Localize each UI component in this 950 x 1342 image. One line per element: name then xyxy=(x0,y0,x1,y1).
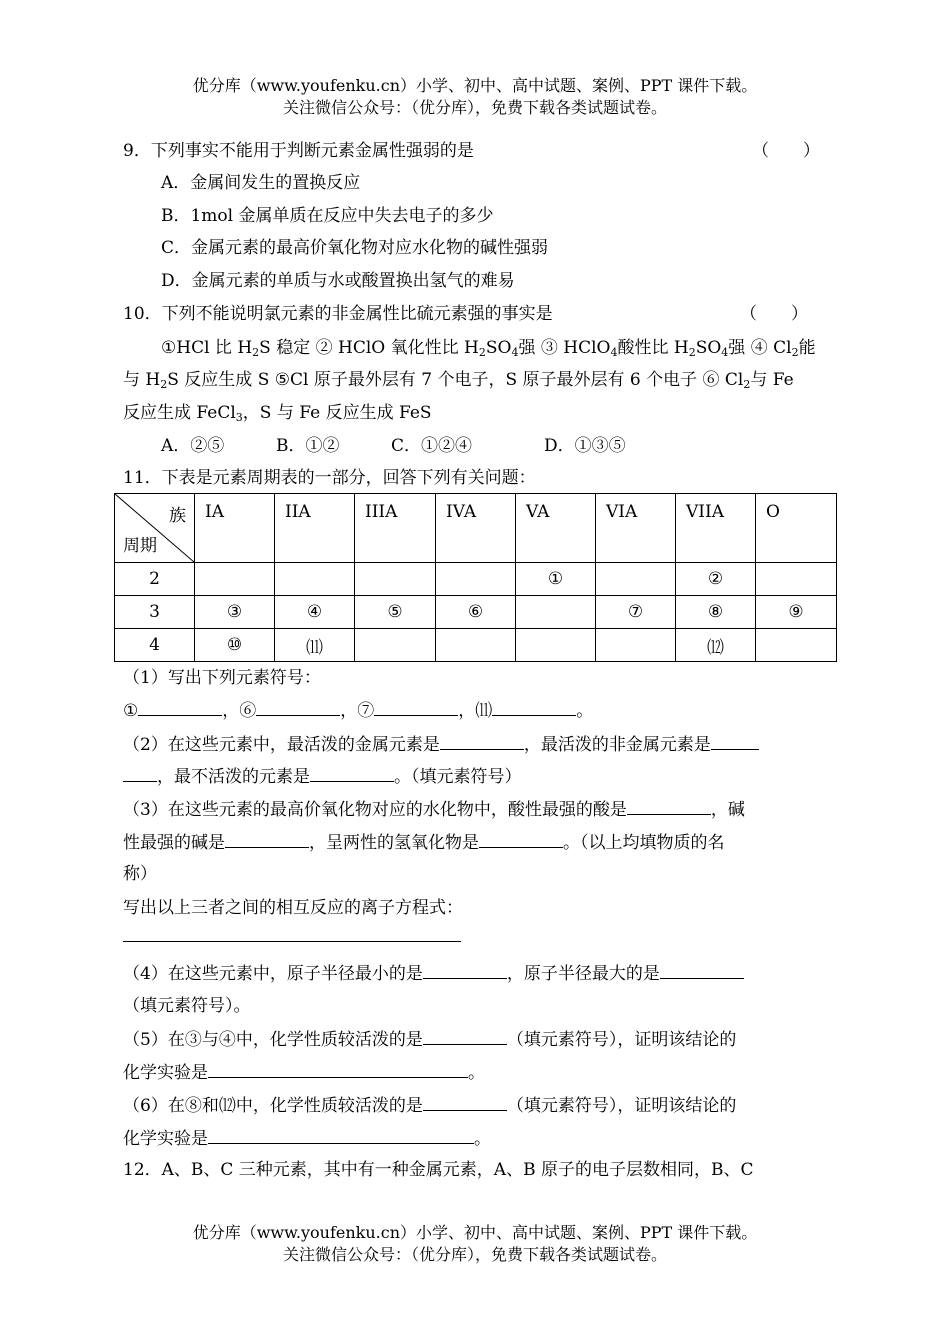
table-cell: ⑤ xyxy=(355,596,436,629)
table-cell xyxy=(436,629,516,662)
header-line-1: 优分库（www.youfenku.cn）小学、初中、高中试题、案例、PPT 课件下载。 xyxy=(192,76,758,95)
answer-blank[interactable] xyxy=(423,1094,507,1111)
q10-option-a: A．②⑤ xyxy=(161,436,225,456)
answer-blank[interactable] xyxy=(660,962,744,979)
group-header: IIIA xyxy=(355,494,436,563)
table-cell: ⑧ xyxy=(676,596,756,629)
q9-option-c: C．金属元素的最高价氧化物对应水化物的碱性强弱 xyxy=(161,238,549,258)
group-header: O xyxy=(756,494,837,563)
q11-part6-line2: 化学实验是 。 xyxy=(123,1129,491,1149)
group-header: IVA xyxy=(436,494,516,563)
group-header: VIA xyxy=(596,494,676,563)
answer-blank[interactable] xyxy=(423,1028,507,1045)
q11-equation-line xyxy=(123,925,461,948)
table-row-period-4 xyxy=(115,629,837,662)
group-header: IA xyxy=(195,494,275,563)
periodic-table xyxy=(114,493,837,662)
q11-part6-line1: （6）在⑧和⑿中，化学性质较活泼的是 （填元素符号），证明该结论的 xyxy=(123,1096,737,1116)
q11-part3-equation-prompt: 写出以上三者之间的相互反应的离子方程式： xyxy=(123,898,463,918)
table-cell: ⑥ xyxy=(436,596,516,629)
q10-facts-line-2: 与 $H_2S$ 反应生成 S ⑤Cl 原子最外层有 7 个电子，S 原子最外层有 6 个电子 ⑥ $Cl_2$与 Fe xyxy=(123,370,794,391)
q10-facts-line-1: ①HCl 比 $H_2S$ 稳定 ② HClO 氧化性比 $H_2SO_4$强 ③ HClO$_4$酸性比 $H_2SO_4$强 ④ $Cl_2$能 xyxy=(161,338,816,359)
footer-line-1: 优分库（www.youfenku.cn）小学、初中、高中试题、案例、PPT 课件下载。 xyxy=(192,1223,758,1242)
table-cell: ⑩ xyxy=(195,629,275,662)
q9-answer-paren: （ ） xyxy=(752,141,820,161)
table-cell xyxy=(355,629,436,662)
q11-part1-blanks: ① ，⑥ ，⑦ ，⑾ 。 xyxy=(123,701,594,721)
table-cell xyxy=(756,563,837,596)
footer-line-2: 关注微信公众号：（优分库），免费下载各类试题试卷。 xyxy=(282,1245,667,1264)
table-row-period-2 xyxy=(115,563,837,596)
q11-part5-line2: 化学实验是 。 xyxy=(123,1063,485,1083)
corner-group-label: 族 xyxy=(169,506,186,526)
period-label: 2 xyxy=(115,563,195,596)
q11-part3-line2: 性最强的碱是 ，呈两性的氢氧化物是 。（以上均填物质的名 xyxy=(123,833,725,853)
q11-part1-title: （1）写出下列元素符号： xyxy=(123,668,321,688)
q11-part3-line1: （3）在这些元素的最高价氧化物对应的水化物中，酸性最强的酸是 ，碱 xyxy=(123,800,745,820)
table-cell: ③ xyxy=(195,596,275,629)
answer-blank[interactable] xyxy=(225,831,309,848)
answer-blank[interactable] xyxy=(310,765,394,782)
answer-blank[interactable] xyxy=(711,733,759,750)
table-row-period-3 xyxy=(115,596,837,629)
table-cell xyxy=(355,563,436,596)
group-header: VA xyxy=(516,494,596,563)
q11-part4-line1: （4）在这些元素中，原子半径最小的是 ，原子半径最大的是 xyxy=(123,962,744,985)
q11-part5-line1: （5）在③与④中，化学性质较活泼的是 （填元素符号），证明该结论的 xyxy=(123,1030,737,1050)
q9-option-b: B．1mol 金属单质在反应中失去电子的多少 xyxy=(161,206,494,226)
period-label: 4 xyxy=(115,629,195,662)
answer-blank[interactable] xyxy=(374,699,458,716)
q10-option-b: B．①② xyxy=(276,436,340,456)
q10-facts-line-3: 反应生成 FeCl$_3$，S 与 Fe 反应生成 FeS xyxy=(123,403,432,424)
answer-blank[interactable] xyxy=(479,831,563,848)
q9-option-a: A．金属间发生的置换反应 xyxy=(161,173,361,193)
answer-blank[interactable] xyxy=(138,699,222,716)
table-cell: ⑾ xyxy=(275,629,355,662)
answer-blank[interactable] xyxy=(492,699,576,716)
table-cell xyxy=(195,563,275,596)
table-cell xyxy=(596,563,676,596)
q11-part3-line3: 称） xyxy=(123,864,157,884)
q12-stem: 12．A、B、C 三种元素，其中有一种金属元素，A、B 原子的电子层数相同，B、C xyxy=(123,1160,754,1180)
group-header: VIIA xyxy=(676,494,756,563)
table-cell: ① xyxy=(516,563,596,596)
answer-blank[interactable] xyxy=(440,733,524,750)
table-cell: ② xyxy=(676,563,756,596)
q11-part2-line1: （2）在这些元素中，最活泼的金属元素是 ，最活泼的非金属元素是 xyxy=(123,733,759,756)
q11-part4-line2: （填元素符号）。 xyxy=(123,996,251,1016)
q10-option-d: D．①③⑤ xyxy=(544,436,626,456)
table-cell: ④ xyxy=(275,596,355,629)
table-cell: ⑿ xyxy=(676,629,756,662)
q9-stem: 9．下列事实不能用于判断元素金属性强弱的是 xyxy=(123,141,474,161)
answer-blank[interactable] xyxy=(208,1061,468,1078)
table-cell xyxy=(516,596,596,629)
answer-line[interactable] xyxy=(123,925,461,942)
q10-option-c: C．①②④ xyxy=(391,436,473,456)
table-cell xyxy=(756,629,837,662)
period-label: 3 xyxy=(115,596,195,629)
answer-blank-continued[interactable] xyxy=(123,765,157,782)
table-corner-cell xyxy=(115,494,195,563)
answer-blank[interactable] xyxy=(208,1127,474,1144)
table-cell xyxy=(436,563,516,596)
header-line-2: 关注微信公众号：（优分库），免费下载各类试题试卷。 xyxy=(282,98,667,117)
group-header: IIA xyxy=(275,494,355,563)
q9-option-d: D．金属元素的单质与水或酸置换出氢气的难易 xyxy=(161,271,515,291)
answer-blank[interactable] xyxy=(256,699,340,716)
table-cell: ⑨ xyxy=(756,596,837,629)
answer-blank[interactable] xyxy=(627,798,711,815)
table-cell xyxy=(596,629,676,662)
q10-answer-paren: （ ） xyxy=(740,304,808,324)
q11-stem: 11．下表是元素周期表的一部分，回答下列有关问题： xyxy=(123,468,536,488)
table-cell xyxy=(516,629,596,662)
table-cell: ⑦ xyxy=(596,596,676,629)
answer-blank[interactable] xyxy=(423,962,507,979)
q10-stem: 10．下列不能说明氯元素的非金属性比硫元素强的事实是 xyxy=(123,304,553,324)
corner-period-label: 周期 xyxy=(123,536,157,556)
table-cell xyxy=(275,563,355,596)
q11-part2-line2: ，最不活泼的元素是 。（填元素符号） xyxy=(123,765,522,788)
